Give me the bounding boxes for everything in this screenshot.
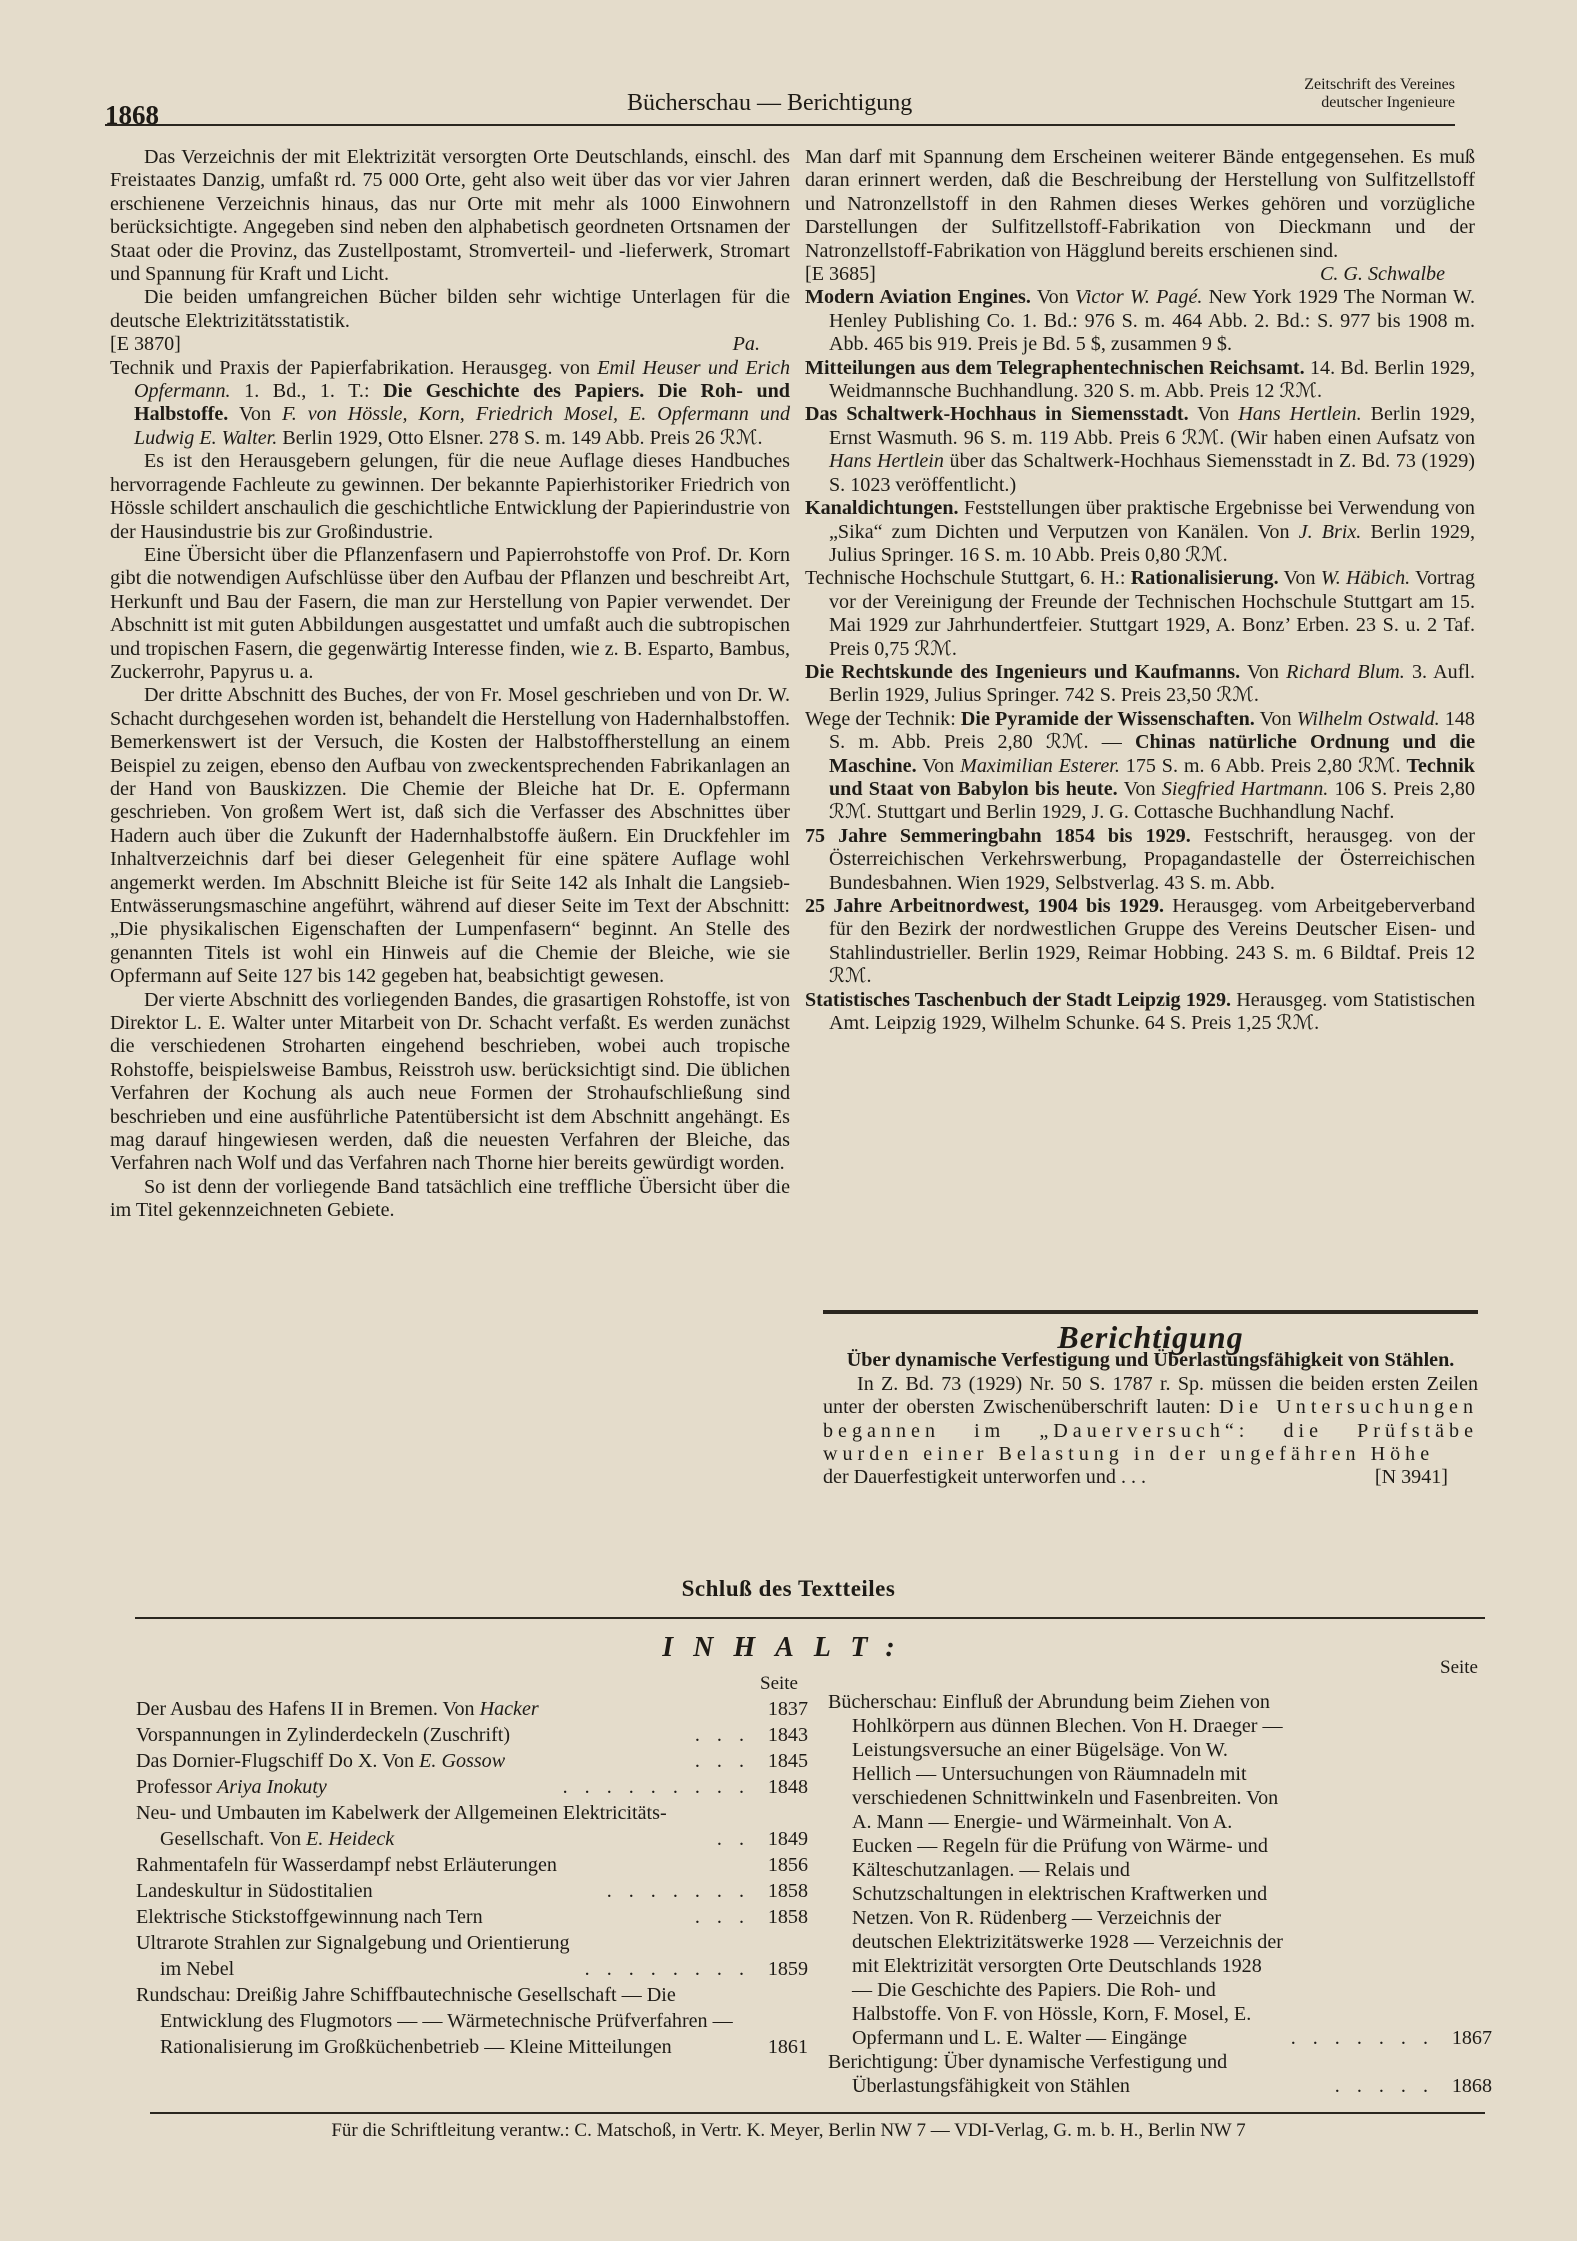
book-publication: 175 S. m. 6 Abb. Preis 2,80 ℛℳ. [1125, 754, 1401, 777]
book-title: 75 Jahre Semmeringbahn 1854 bis 1929. [805, 824, 1191, 847]
toc-author: Ariya Inokuty [216, 1776, 327, 1798]
toc-left-column [136, 1696, 808, 2060]
book-author: Victor W. Pagé. [1075, 286, 1203, 309]
review-paragraph: Die beiden umfangreichen Bücher bilden sehr wichtige Unterlagen für die deutsche Elektrizitätsstatistik. [110, 286, 790, 332]
reviewer-initials: Pa. [732, 333, 760, 356]
review-paragraph: Eine Übersicht über die Pflanzenfasern und Papierrohstoffe von Prof. Dr. Korn gibt die notwendigen Aufschlüsse über den Aufbau der Pflanzen und beschreibt Art, Herkunft und Bau der Fasern, die man zur Herstellung von Papier verwendet. Der Abschnitt ist mit guten Abbildungen ausgestattet und umfaßt auch die subtropischen und tropischen Fasern, die gegenwärtig Interesse finden, wie z. B. Esparto, Bambus, Zuckerrohr, Papyrus u. a. [110, 543, 790, 683]
toc-page-number: 1848 [767, 1776, 808, 1798]
by-word: Von [1197, 403, 1230, 426]
by-word: Von [1283, 567, 1316, 590]
book-entry [805, 286, 1475, 356]
toc-entry-title: Bücherschau: Einfluß der Abrundung beim Ziehen von Hohlkörpern aus dünnen Blechen. Von H. Draeger — Leistungsversuche an einer Bügelsäge. Von W. Hellich — Untersuchungen von Räumnadeln mit verschiedenen Schnittwinkeln und Fasenbreiten. Von A. Mann — Energie- und Wärmeinhalt. Von A. Eucken — Regeln für die Prüfung von Wärme- und Kälteschutzanlagen. — Relais und Schutzschaltungen in elektrischen Kraftwerken und Netzen. Von R. Rüdenberg — Verzeichnis der deutschen Elektrizitätswerke 1928 — Verzeichnis der mit Elektrizität versorgten Orte Deutschlands 1928 — Die Geschichte des Papiers. Die Roh- und Halbstoffe. Von F. von Hössle, Korn, F. Mosel, E. Opfermann und L. E. Walter — Eingänge [828, 1691, 1283, 2049]
book-publication: 14. Bd. Berlin 1929, Weidmannsche Buchhandlung. 320 S. m. Abb. Preis 12 ℛℳ. [829, 356, 1475, 403]
toc-leader: . . . . . [1334, 2075, 1434, 2097]
toc-leader: . . . . . . . [1290, 2027, 1434, 2049]
book-publication: Berlin 1929, Otto Elsner. 278 S. m. 149 Abb. Preis 26 ℛℳ. [282, 426, 763, 449]
book-publication: Herausgeg. vom Statistischen Amt. Leipzig 1929, Wilhelm Schunke. 64 S. Preis 1,25 ℛℳ. [829, 988, 1475, 1035]
book-author: Hans Hertlein [829, 450, 944, 473]
book-publication: Berlin 1929, Ernst Wasmuth. 96 S. m. 119 Abb. Preis 6 ℛℳ. (Wir haben einen Aufsatz von [829, 403, 1475, 449]
toc-entry[interactable] [136, 1748, 808, 1774]
by-word: Von [238, 403, 271, 426]
toc-page-number: 1868 [1451, 2075, 1492, 2097]
toc-page-number: 1858 [767, 1880, 808, 1902]
toc-title-text: Das Dornier-Flugschiff Do X. Von [136, 1750, 420, 1772]
book-series: Technische Hochschule Stuttgart, 6. H.: [805, 567, 1126, 590]
book-entry [805, 708, 1475, 825]
header-rule [105, 124, 1455, 126]
book-authors: F. von Hössle, Korn, Friedrich Mosel, E. Opfermann und Ludwig E. Walter. [134, 403, 790, 449]
by-word: Von [922, 754, 955, 777]
footer-rule [150, 2112, 1485, 2114]
review-signature [805, 263, 1475, 286]
review-paragraph: Man darf mit Spannung dem Erscheinen weiterer Bände entgegensehen. Es muß daran erinnert werden, daß die Beschreibung der Herstellung von Sulfitzellstoff und Natronzellstoff in den Rahmen dieses Werkes gehören und vorzügliche Darstellungen der Sulfitzellstoff-Fabrikation von Dieckmann und der Natronzellstoff-Fabrikation von Hägglund bereits erschienen sind. [805, 146, 1475, 262]
correction-body [823, 1373, 1478, 1467]
toc-entry[interactable] [136, 1930, 808, 1982]
book-entry [805, 895, 1475, 989]
by-word: Von [1036, 286, 1069, 309]
book-title: Mitteilungen aus dem Telegraphentechnischen Reichsamt. [805, 356, 1305, 379]
toc-entry[interactable] [136, 1774, 808, 1800]
toc-entry-title [136, 1852, 744, 1878]
left-column [110, 146, 790, 1223]
toc-entry[interactable] [136, 1722, 808, 1748]
correction-text: In Z. Bd. 73 (1929) Nr. 50 S. 1787 r. Sp. müssen die beiden ersten Zeilen unter der obersten Zwischenüberschrift lauten: [823, 1372, 1478, 1419]
toc-leader: . . . [694, 1906, 750, 1928]
book-entry [805, 661, 1475, 708]
book-title: Technik und Staat von Babylon bis heute. [829, 754, 1475, 800]
toc-page-number: 1843 [767, 1724, 808, 1746]
toc-page-number: 1845 [767, 1750, 808, 1772]
toc-page-number: 1856 [767, 1854, 808, 1876]
toc-page-number: 1867 [1451, 2027, 1492, 2049]
toc-entry[interactable] [828, 1690, 1492, 2050]
correction-quote: Die Untersuchungen begannen im „Dauerversuch“: die Prüfstäbe wurden einer Belastung in der ungefähren Höhe [823, 1396, 1478, 1466]
book-entry [805, 825, 1475, 895]
toc-title-text: Rundschau: Dreißig Jahre Schiffbautechnische Gesellschaft — Die Entwicklung des Flugmotors — — Wärmetechnische Prüfverfahren — Rationalisierung im Großküchenbetrieb — Kleine Mitteilungen [136, 1984, 733, 2058]
book-description: Feststellungen über praktische Ergebnisse bei Verwendung von „Sika“ zum Dichten und Verputzen von Kanälen. Von [829, 497, 1475, 543]
section-rule [823, 1310, 1478, 1314]
book-publication: 3. Aufl. Berlin 1929, Julius Springer. 742 S. Preis 23,50 ℛℳ. [829, 660, 1476, 707]
book-series: Wege der Technik: [805, 707, 956, 730]
toc-title-text: Ultrarote Strahlen zur Signalgebung und Orientierung im Nebel [136, 1932, 570, 1980]
book-entry [110, 357, 790, 451]
toc-entry-title [136, 1748, 689, 1774]
toc-page-label-left: Seite [760, 1673, 798, 1694]
toc-entry-title [136, 1722, 689, 1748]
toc-entry[interactable] [136, 1878, 808, 1904]
book-note: über das Schaltwerk-Hochhaus Siemensstadt in Z. Bd. 73 (1929) S. 1023 veröffentlicht.) [829, 450, 1475, 496]
toc-page-number: 1858 [767, 1906, 808, 1928]
imprint-line: Für die Schriftleitung verantw.: C. Matschoß, in Vertr. K. Meyer, Berlin NW 7 — VDI-Verlag, G. m. b. H., Berlin NW 7 [331, 2120, 1246, 2141]
toc-title-text: Elektrische Stickstoffgewinnung nach Tern [136, 1906, 483, 1928]
end-of-text-heading: Schluß des Textteiles [681, 1576, 896, 1601]
book-entry [805, 403, 1475, 497]
correction-end [823, 1466, 1478, 1489]
book-editors: Emil Heuser und Erich Opfermann. [134, 356, 790, 403]
toc-leader: . . . . . . . . . [562, 1776, 750, 1798]
toc-page-number: 1859 [767, 1958, 808, 1980]
by-word: Von [1246, 660, 1279, 683]
review-paragraph: Der dritte Abschnitt des Buches, der von Fr. Mosel geschrieben und von Dr. W. Schacht durchgesehen worden ist, behandelt die Herstellung von Hadernhalbstoffen. Bemerkenswert ist der Versuch, die Kosten der Halbstoffherstellung an einem Beispiel zu zeigen, ebenso den Aufbau von zweckentsprechenden Fabrikanlagen an der Hand von Bauskizzen. Die Chemie der Bleiche hat Dr. E. Opfermann geschrieben. Von großem Wert ist, daß sich die Verfasser des Abschnittes über Hadern auch über die Zukunft der Hadernhalbstoffe äußern. Ein Druckfehler im Inhaltverzeichnis darf bei dieser Gelegenheit für eine spätere Auflage wohl angemerkt werden. Im Abschnitt Bleiche ist für Seite 142 als Inhalt die Langsieb-Entwässerungsmaschine angeführt, während auf dieser Seite im Text der Abschnitt: „Die physikalischen Eigenschaften der Lumpenfasern“ beginnt. An Stelle des genannten Titels ist wohl ein Hinweis auf die Chemie der Bleiche, wie sie Opfermann auf Seite 127 bis 142 gegeben hat, beabsichtigt gewesen. [110, 684, 790, 988]
correction-heading: Berichtigung [1057, 1319, 1244, 1355]
toc-title-text: Landeskultur in Südostitalien [136, 1880, 373, 1902]
reference-tag: [E 3685] [805, 263, 876, 286]
correction-section [823, 1319, 1478, 1490]
toc-entry-title: Berichtigung: Über dynamische Verfestigung und Überlastungsfähigkeit von Stählen [828, 2051, 1228, 2097]
toc-page-number: 1849 [767, 1828, 808, 1850]
running-title: Bücherschau — Berichtigung [627, 90, 913, 116]
book-title: Kanaldichtungen. [805, 497, 959, 520]
toc-heading: INHALT: [662, 1632, 915, 1663]
toc-entry[interactable] [136, 1904, 808, 1930]
page-number: 1868 [105, 100, 159, 130]
toc-leader: . . . [694, 1724, 750, 1746]
book-publication: 148 S. m. Abb. Preis 2,80 ℛℳ. — [829, 707, 1475, 754]
book-publication: Vortrag vor der Vereinigung der Freunde der Technischen Hochschule Stuttgart am 15. Mai 1929 zur Jahrhundertfeier. Stuttgart 1929, A. Bonz’ Erben. 23 S. u. 2 Taf. Preis 0,75 ℛℳ. [829, 567, 1475, 660]
book-title: Modern Aviation Engines. [805, 286, 1031, 309]
journal-name [1215, 76, 1455, 112]
toc-entry[interactable] [828, 2050, 1492, 2098]
toc-entry-title [136, 1904, 689, 1930]
toc-entry-title [136, 1774, 557, 1800]
book-title: Das Schaltwerk-Hochhaus in Siemensstadt. [805, 403, 1189, 426]
book-publication: New York 1929 The Norman W. Henley Publishing Co. 1. Bd.: 976 S. m. 464 Abb. 2. Bd.: S. 977 bis 1908 m. Abb. 465 bis 919. Preis je Bd. 5 $, zusammen 9 $. [829, 286, 1475, 356]
toc-title-text: Der Ausbau des Hafens II in Bremen. Von [136, 1698, 480, 1720]
toc-top-rule [135, 1617, 1485, 1619]
toc-entry[interactable] [136, 1696, 808, 1722]
review-paragraph: Das Verzeichnis der mit Elektrizität versorgten Orte Deutschlands, einschl. des Freistaates Danzig, umfaßt rd. 75 000 Orte, geht also weit über das vor vier Jahren erschienene Verzeichnis hinaus, das nur Orte mit mehr als 1000 Einwohnern berücksichtigte. Angegeben sind neben den alphabetisch geordneten Ortsnamen der Staat oder die Provinz, das Zustellpostamt, Stromverteil- und -lieferwerk, Stromart und Spannung für Kraft und Licht. [110, 146, 790, 286]
toc-right-column [828, 1690, 1492, 2098]
book-author: Wilhelm Ostwald. [1296, 707, 1440, 730]
review-paragraph: So ist denn der vorliegende Band tatsächlich eine treffliche Übersicht über die im Titel gekennzeichneten Gebiete. [110, 1175, 790, 1222]
book-publication: Berlin 1929, Julius Springer. 16 S. m. 10 Abb. Preis 0,80 ℛℳ. [829, 520, 1475, 566]
toc-entry-title [136, 1696, 744, 1722]
book-author: Maximilian Esterer. [960, 754, 1120, 777]
toc-page-number: 1861 [767, 2036, 808, 2058]
toc-author: E. Heideck [306, 1828, 395, 1850]
book-entry [805, 567, 1475, 661]
toc-author: E. Gossow [419, 1750, 506, 1772]
review-signature [110, 333, 790, 356]
right-column [805, 146, 1475, 1035]
toc-entry-title [136, 1878, 601, 1904]
toc-author: Hacker [479, 1698, 539, 1720]
by-word: Von [1259, 707, 1292, 730]
toc-title-text: Vorspannungen in Zylinderdeckeln (Zuschrift) [136, 1724, 511, 1746]
book-entry [805, 357, 1475, 404]
book-title: Technik und Praxis der Papierfabrikation. Herausgeg. von [110, 356, 590, 379]
reviewer-name: C. G. Schwalbe [1319, 263, 1445, 286]
book-entry [805, 497, 1475, 567]
book-author: J. Brix. [1298, 520, 1362, 543]
book-author: Siegfried Hartmann. [1161, 777, 1329, 800]
toc-page-number: 1837 [767, 1698, 808, 1720]
toc-entry-title [136, 1930, 579, 1982]
book-title: Die Pyramide der Wissenschaften. [960, 707, 1255, 730]
toc-leader: . . . . . . . . [584, 1958, 750, 1980]
toc-page-label-right: Seite [1440, 1657, 1478, 1678]
book-title: Rationalisierung. [1130, 567, 1279, 590]
reference-tag: [E 3870] [110, 333, 181, 356]
correction-text-end: der Dauerfestigkeit unterworfen und . . . [823, 1466, 1147, 1489]
review-paragraph: Der vierte Abschnitt des vorliegenden Bandes, die grasartigen Rohstoffe, ist von Direktor L. E. Walter unter Mitarbeit von Dr. Schacht verfaßt. Es werden zunächst die verschiedenen Stroharten eingehend beschrieben, wobei auch tropische Rohstoffe, beispielsweise Bambus, Reisstroh usw. berücksichtigt sind. Die üblichen Verfahren der Kochung als auch neue Formen der Strohaufschließung sind beschrieben und eine ausführliche Patentübersicht ist dem Abschnitt angehängt. Es mag darauf hingewiesen werden, daß die neuesten Verfahren der Bleiche, das Verfahren nach Wolf und das Verfahren nach Thorne hier bereits gewürdigt worden. [110, 988, 790, 1175]
correction-subtitle: Über dynamische Verfestigung und Überlastungsfähigkeit von Stählen. [846, 1349, 1455, 1372]
toc-title-text: Rahmentafeln für Wasserdampf nebst Erläuterungen [136, 1854, 557, 1876]
reference-tag: [N 3941] [1374, 1466, 1448, 1489]
toc-leader: . . . . . . . [606, 1880, 750, 1902]
toc-entry-title [136, 1800, 711, 1852]
book-author: W. Häbich. [1320, 567, 1411, 590]
toc-title-text: Neu- und Umbauten im Kabelwerk der Allgemeinen Elektricitäts-Gesellschaft. Von [136, 1802, 667, 1850]
book-publication: Festschrift, herausgeg. von der Österreichischen Verkehrswerbung, Propagandastelle der Österreichischen Bundesbahnen. Wien 1929, Selbstverlag. 43 S. m. Abb. [829, 824, 1475, 894]
book-entry [805, 989, 1475, 1036]
toc-leader: . . [716, 1828, 750, 1850]
book-publication: 106 S. Preis 2,80 ℛℳ. Stuttgart und Berlin 1929, J. G. Cottasche Buchhandlung Nachf. [829, 777, 1475, 824]
book-author: Richard Blum. [1286, 660, 1405, 683]
journal-name-line-1: Zeitschrift des Vereines [1304, 76, 1455, 93]
page-header [105, 68, 1455, 130]
book-title: Chinas natürliche Ordnung und die Maschine. [829, 731, 1475, 777]
toc-entry-title [136, 1982, 744, 2060]
toc-entry[interactable] [136, 1800, 808, 1852]
review-paragraph: Es ist den Herausgebern gelungen, für die neue Auflage dieses Handbuches hervorragende Fachleute zu gewinnen. Der bekannte Papierhistoriker Friedrich von Hössle schildert anschaulich die geschichtliche Entwicklung der Papierindustrie von der Hausindustrie bis zur Großindustrie. [110, 450, 790, 543]
book-author: Hans Hertlein. [1238, 403, 1362, 426]
toc-entry[interactable] [136, 1852, 808, 1878]
book-publication: Herausgeg. vom Arbeitgeberverband für den Bezirk der nordwestlichen Gruppe des Vereins Deutscher Eisen- und Stahlindustrieller. Berlin 1929, Reimar Hobbing. 243 S. m. 6 Bildtaf. Preis 12 ℛℳ. [829, 895, 1475, 988]
toc-title-text: Professor [136, 1776, 217, 1798]
book-title: Die Rechtskunde des Ingenieurs und Kaufmanns. [805, 660, 1241, 683]
book-title: Statistisches Taschenbuch der Stadt Leipzig 1929. [805, 988, 1232, 1011]
journal-name-line-2: deutscher Ingenieure [1321, 94, 1455, 111]
toc-entry[interactable] [136, 1982, 808, 2060]
book-volume: 1. Bd., 1. T.: [244, 380, 370, 403]
toc-leader: . . . [694, 1750, 750, 1772]
by-word: Von [1123, 777, 1156, 800]
book-title: 25 Jahre Arbeitnordwest, 1904 bis 1929. [805, 895, 1165, 917]
book-subtitle: Die Geschichte des Papiers. Die Roh- und Halbstoffe. [134, 380, 790, 426]
